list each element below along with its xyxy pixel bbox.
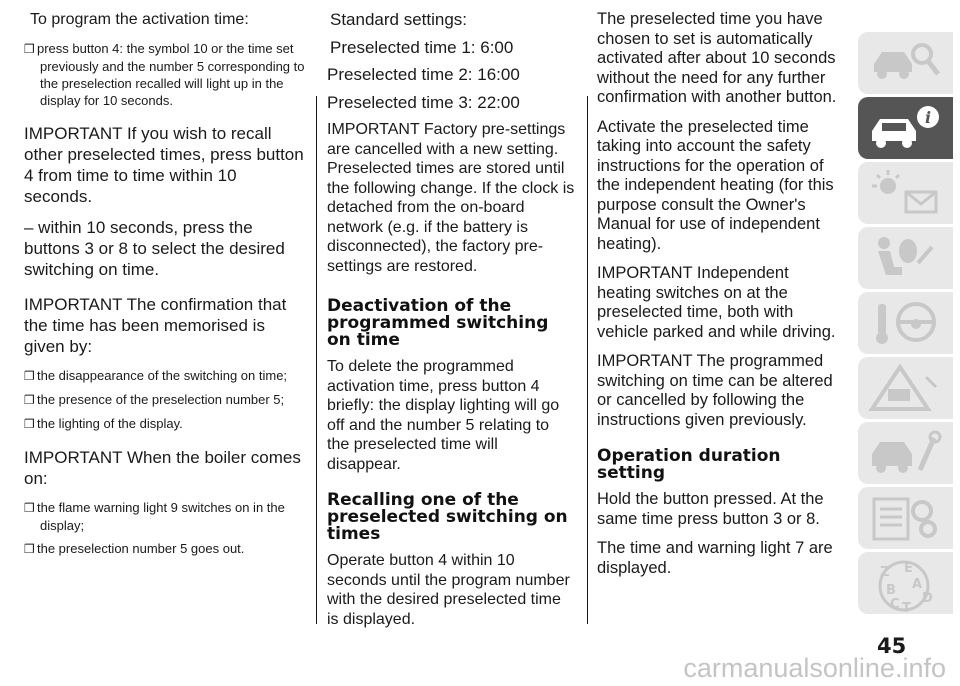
tab-car-info[interactable] bbox=[858, 97, 953, 159]
column-3 bbox=[597, 10, 845, 588]
paragraph: IMPORTANT When the boiler comes on: bbox=[24, 447, 301, 488]
paragraph: Operate button 4 within 10 seconds until the program number with the desired preselected time is displayed. bbox=[327, 552, 570, 628]
column-1 bbox=[24, 10, 306, 564]
bullet-item: ❒ the presence of the preselection number 5; bbox=[24, 391, 285, 407]
tab-alphabetical-index[interactable] bbox=[858, 552, 953, 614]
intro-text: To program the activation time: bbox=[30, 11, 249, 28]
emergency-triangle-icon bbox=[868, 363, 948, 413]
paragraph: Activate the preselected time taking into account the safety instructions for the operation of the independent heating (for this purpose consult the Owner's Manual for use of independent heating). bbox=[597, 117, 834, 253]
svg-text:B: B bbox=[886, 583, 896, 598]
watermark: carmanualsonline.info bbox=[683, 653, 946, 683]
svg-text:D: D bbox=[922, 591, 933, 606]
section-heading: Operation duration setting bbox=[597, 446, 781, 483]
tab-warning-lights[interactable] bbox=[858, 162, 953, 224]
tab-specs-list[interactable] bbox=[858, 487, 953, 549]
paragraph: IMPORTANT If you wish to recall other preselected times, press button 4 from time to time within 10 seconds. bbox=[24, 123, 304, 206]
tab-emergency[interactable] bbox=[858, 357, 953, 419]
svg-text:C: C bbox=[890, 597, 900, 612]
svg-text:A: A bbox=[912, 577, 923, 592]
chapter-tabs bbox=[858, 32, 953, 617]
preselected-time-3: Preselected time 3: 22:00 bbox=[327, 92, 520, 112]
svg-text:E: E bbox=[904, 561, 913, 576]
preselected-time-1: Preselected time 1: 6:00 bbox=[330, 37, 514, 57]
standard-settings-label: Standard settings: bbox=[330, 10, 468, 29]
tab-car-search[interactable] bbox=[858, 32, 953, 94]
paragraph: IMPORTANT The programmed switching on time can be altered or cancelled by following the instructions given previously. bbox=[597, 352, 833, 429]
section-heading: Deactivation of the programmed switching on time bbox=[327, 296, 549, 350]
paragraph: The preselected time you have chosen to set is automatically activated after about 10 seconds without the need for any further confirmation with another button. bbox=[597, 10, 837, 106]
svg-text:T: T bbox=[902, 601, 911, 614]
warning-lights-icon bbox=[868, 168, 948, 218]
car-info-icon bbox=[868, 103, 948, 153]
bullet-item: ❒ the lighting of the display. bbox=[24, 415, 183, 431]
bullet-item: ❒ the flame warning light 9 switches on in the display; bbox=[24, 499, 285, 533]
section-heading: Recalling one of the preselected switching on times bbox=[327, 490, 568, 544]
column-2 bbox=[327, 10, 575, 639]
specs-list-icon bbox=[868, 493, 948, 543]
tab-steering-key[interactable] bbox=[858, 292, 953, 354]
paragraph: The time and warning light 7 are displayed. bbox=[597, 539, 833, 577]
svg-text:i: i bbox=[924, 108, 932, 127]
tab-car-wrench[interactable] bbox=[858, 422, 953, 484]
tab-airbag-seat[interactable] bbox=[858, 227, 953, 289]
page-number: 45 bbox=[877, 634, 907, 658]
airbag-seat-icon bbox=[868, 233, 948, 283]
alphabetical-index-icon bbox=[868, 558, 948, 614]
paragraph: IMPORTANT Independent heating switches on at the preselected time, both with vehicle parked and while driving. bbox=[597, 264, 836, 341]
car-wrench-icon bbox=[868, 428, 948, 478]
paragraph: IMPORTANT The confirmation that the time has been memorised is given by: bbox=[24, 294, 287, 356]
bullet-item: ❒ the disappearance of the switching on time; bbox=[24, 367, 288, 383]
paragraph: Hold the button pressed. At the same time press button 3 or 8. bbox=[597, 490, 824, 528]
column-divider bbox=[587, 96, 588, 624]
preselected-time-2: Preselected time 2: 16:00 bbox=[327, 65, 520, 84]
svg-text:Z: Z bbox=[880, 565, 890, 580]
car-search-icon bbox=[868, 38, 948, 88]
bullet-item: ❒ the preselection number 5 goes out. bbox=[24, 540, 245, 556]
paragraph: – within 10 seconds, press the buttons 3 or 8 to select the desired switching on time. bbox=[24, 217, 285, 279]
column-divider bbox=[316, 96, 317, 624]
steering-key-icon bbox=[868, 298, 948, 348]
bullet-item: ❒ press button 4: the symbol 10 or the time set previously and the number 5 corresponding to the preselection recalled will light up in the display for 10 seconds. bbox=[24, 40, 305, 108]
paragraph: To delete the programmed activation time, press button 4 briefly: the display lighting will go off and the number 5 relating to the preselected time will disappear. bbox=[327, 358, 560, 473]
paragraph: IMPORTANT Factory pre-settings are cancelled with a new setting. Preselected times are stored until the following change. If the clock is detached from the on-board network (e.g. if the battery is disconnected), the factory pre-settings are restored. bbox=[327, 121, 575, 275]
